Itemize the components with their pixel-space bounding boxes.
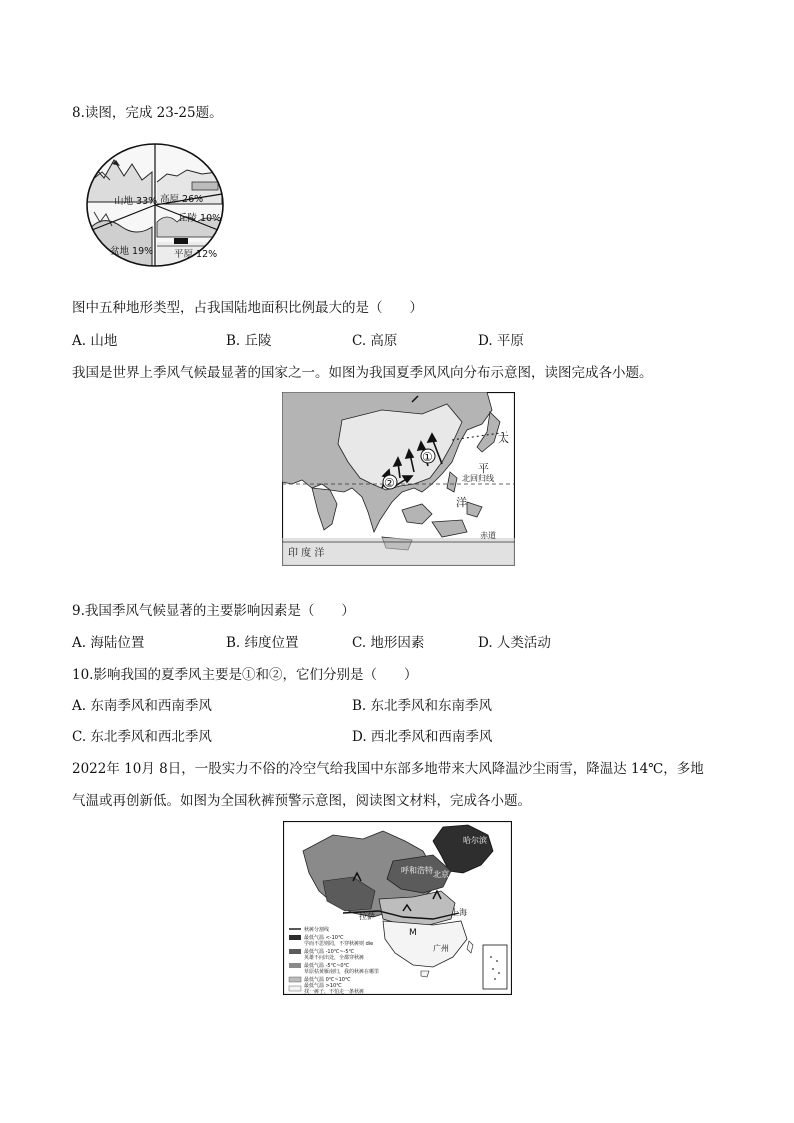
q9-option-c[interactable]: C. 地形因素 xyxy=(352,635,425,651)
q8-option-c[interactable]: C. 高原 xyxy=(352,333,398,349)
q10-option-a[interactable]: A. 东南季风和西南季风 xyxy=(72,698,212,714)
indian-ocean-label: 印 度 洋 xyxy=(288,548,325,559)
city-label-shanghai: 上海 xyxy=(451,908,467,917)
q8-option-d[interactable]: D. 平原 xyxy=(478,333,524,349)
city-label-harbin: 哈尔滨 xyxy=(463,836,487,845)
ocean-label-yang: 洋 xyxy=(456,496,467,509)
q8-intro: 8.读图，完成 23-25题。 xyxy=(72,105,223,121)
cold-air-line1: 2022年 10月 8日，一股实力不俗的冷空气给我国中东部多地带来大风降温沙尘雨雪，降温达 14℃，多地 xyxy=(72,761,704,777)
map-marker-m: M xyxy=(409,928,417,938)
q8-option-b[interactable]: B. 丘陵 xyxy=(226,333,272,349)
legend-8: 最低气温 >10℃ xyxy=(304,983,342,989)
legend-4: 英雄不问出处，全都穿秋裤 xyxy=(304,955,365,961)
q9-option-a[interactable]: A. 海陆位置 xyxy=(72,635,145,651)
city-label-guangzhou: 广州 xyxy=(433,944,449,953)
legend-5: 最低气温 -5℃~0℃ xyxy=(304,963,350,969)
equator-label: 赤道 xyxy=(480,531,496,540)
pie-label-mountain: 山地 33% xyxy=(114,196,158,207)
q10-option-d[interactable]: D. 西北季风和西南季风 xyxy=(352,729,493,745)
city-label-lhasa: 拉萨 xyxy=(359,912,375,921)
legend-3: 最低气温 -10℃~-5℃ xyxy=(304,949,355,955)
legend-1: 最低气温 <-10℃ xyxy=(304,935,344,941)
legend-7: 最低气温 0℃~10℃ xyxy=(304,977,351,983)
q10-option-b[interactable]: B. 东北季风和东南季风 xyxy=(352,698,493,714)
q10-option-c[interactable]: C. 东北季风和西北季风 xyxy=(72,729,212,745)
pie-label-plateau: 高原 26% xyxy=(160,194,204,205)
legend-6: 草原枯黄雁南归，我的秋裤在哪里 xyxy=(304,969,380,975)
q8-question: 图中五种地形类型，占我国陆地面积比例最大的是（ ） xyxy=(72,300,423,316)
city-label-hohhot: 呼和浩特 xyxy=(401,866,433,875)
pie-label-plain: 平原 12% xyxy=(174,249,218,260)
ocean-label-ping: 平 xyxy=(478,462,489,475)
q9-option-b[interactable]: B. 纬度位置 xyxy=(226,635,299,651)
tropic-label: 北回归线 xyxy=(462,474,494,483)
legend-9: 找一裤子，不怕走一条秋裤 xyxy=(304,989,365,995)
q8-option-a[interactable]: A. 山地 xyxy=(72,333,118,349)
legend-0: 秋裤分割线 xyxy=(304,927,330,933)
legend-2: 学而不思则罔，不穿秋裤则 die xyxy=(304,941,374,947)
pie-label-hills: 丘陵 10% xyxy=(178,213,222,224)
summer-monsoon-map xyxy=(282,392,515,566)
q9-question: 9.我国季风气候显著的主要影响因素是（ ） xyxy=(72,603,355,619)
autumn-pants-warning-map xyxy=(283,821,512,995)
q9-option-d[interactable]: D. 人类活动 xyxy=(478,635,551,651)
cold-air-line2: 气温或再创新低。如图为全国秋裤预警示意图，阅读图文材料，完成各小题。 xyxy=(72,793,531,809)
city-label-beijing: 北京 xyxy=(433,870,449,879)
monsoon-marker-1: ① xyxy=(422,450,433,464)
q10-question: 10.影响我国的夏季风主要是①和②，它们分别是（ ） xyxy=(72,667,418,683)
terrain-pie-figure xyxy=(82,142,228,270)
monsoon-intro: 我国是世界上季风气候最显著的国家之一。如图为我国夏季风风向分布示意图，读图完成各小题。 xyxy=(72,365,653,381)
monsoon-marker-2: ② xyxy=(384,476,395,490)
pie-label-basin: 盆地 19% xyxy=(110,246,154,257)
ocean-label-tai: 太 xyxy=(498,432,509,445)
